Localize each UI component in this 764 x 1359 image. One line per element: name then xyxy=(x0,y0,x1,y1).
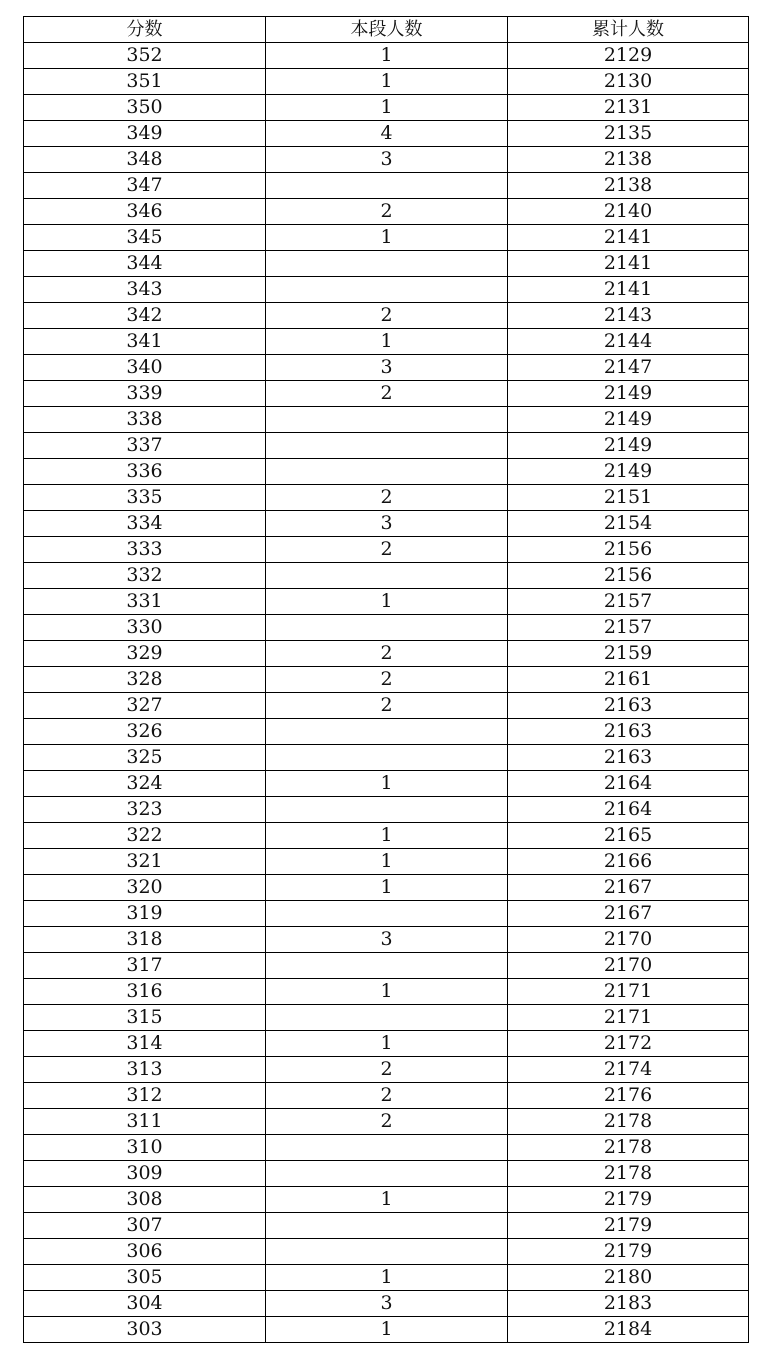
score-distribution-sheet xyxy=(23,16,749,1343)
segment-count-cell xyxy=(266,1239,508,1265)
cumulative-count-cell: 2174 xyxy=(508,1057,749,1083)
cumulative-count-cell: 2129 xyxy=(508,43,749,69)
cumulative-count-cell: 2167 xyxy=(508,901,749,927)
table-row xyxy=(24,459,749,485)
table-row xyxy=(24,1213,749,1239)
table-row xyxy=(24,433,749,459)
segment-count-cell: 2 xyxy=(266,199,508,225)
table-row xyxy=(24,771,749,797)
segment-count-cell: 1 xyxy=(266,1031,508,1057)
table-row xyxy=(24,537,749,563)
table-row xyxy=(24,303,749,329)
table-row xyxy=(24,719,749,745)
table-row xyxy=(24,1135,749,1161)
cumulative-count-cell: 2184 xyxy=(508,1317,749,1343)
score-cell: 330 xyxy=(24,615,266,641)
score-cell: 348 xyxy=(24,147,266,173)
segment-count-cell: 1 xyxy=(266,1317,508,1343)
table-row xyxy=(24,1187,749,1213)
segment-count-cell xyxy=(266,797,508,823)
segment-count-cell: 3 xyxy=(266,355,508,381)
cumulative-count-cell: 2149 xyxy=(508,459,749,485)
table-row xyxy=(24,1031,749,1057)
cumulative-count-cell: 2165 xyxy=(508,823,749,849)
score-cell: 325 xyxy=(24,745,266,771)
score-cell: 352 xyxy=(24,43,266,69)
table-row xyxy=(24,1005,749,1031)
score-cell: 343 xyxy=(24,277,266,303)
table-row xyxy=(24,875,749,901)
table-row xyxy=(24,43,749,69)
score-cell: 314 xyxy=(24,1031,266,1057)
table-row xyxy=(24,953,749,979)
cumulative-count-cell: 2147 xyxy=(508,355,749,381)
cumulative-count-cell: 2163 xyxy=(508,745,749,771)
table-row xyxy=(24,511,749,537)
table-row xyxy=(24,823,749,849)
score-cell: 308 xyxy=(24,1187,266,1213)
table-row xyxy=(24,1291,749,1317)
segment-count-cell: 3 xyxy=(266,511,508,537)
segment-count-cell xyxy=(266,563,508,589)
cumulative-count-cell: 2143 xyxy=(508,303,749,329)
cumulative-count-cell: 2144 xyxy=(508,329,749,355)
table-row xyxy=(24,355,749,381)
cumulative-count-cell: 2179 xyxy=(508,1213,749,1239)
score-cell: 327 xyxy=(24,693,266,719)
cumulative-count-cell: 2180 xyxy=(508,1265,749,1291)
segment-count-cell: 3 xyxy=(266,927,508,953)
header-score: 分数 xyxy=(24,17,266,43)
segment-count-cell xyxy=(266,173,508,199)
cumulative-count-cell: 2179 xyxy=(508,1187,749,1213)
cumulative-count-cell: 2157 xyxy=(508,615,749,641)
segment-count-cell: 1 xyxy=(266,849,508,875)
cumulative-count-cell: 2135 xyxy=(508,121,749,147)
score-cell: 316 xyxy=(24,979,266,1005)
score-cell: 342 xyxy=(24,303,266,329)
segment-count-cell: 1 xyxy=(266,589,508,615)
score-cell: 337 xyxy=(24,433,266,459)
table-row xyxy=(24,589,749,615)
table-row xyxy=(24,277,749,303)
segment-count-cell: 1 xyxy=(266,979,508,1005)
cumulative-count-cell: 2159 xyxy=(508,641,749,667)
score-distribution-table xyxy=(23,16,749,1343)
score-cell: 350 xyxy=(24,95,266,121)
score-cell: 351 xyxy=(24,69,266,95)
cumulative-count-cell: 2178 xyxy=(508,1135,749,1161)
segment-count-cell: 2 xyxy=(266,1109,508,1135)
score-cell: 318 xyxy=(24,927,266,953)
table-row xyxy=(24,251,749,277)
cumulative-count-cell: 2178 xyxy=(508,1161,749,1187)
cumulative-count-cell: 2131 xyxy=(508,95,749,121)
score-cell: 347 xyxy=(24,173,266,199)
table-row xyxy=(24,1083,749,1109)
segment-count-cell xyxy=(266,1005,508,1031)
cumulative-count-cell: 2183 xyxy=(508,1291,749,1317)
cumulative-count-cell: 2164 xyxy=(508,797,749,823)
score-cell: 317 xyxy=(24,953,266,979)
score-cell: 324 xyxy=(24,771,266,797)
cumulative-count-cell: 2149 xyxy=(508,381,749,407)
score-cell: 305 xyxy=(24,1265,266,1291)
cumulative-count-cell: 2141 xyxy=(508,277,749,303)
cumulative-count-cell: 2151 xyxy=(508,485,749,511)
score-cell: 346 xyxy=(24,199,266,225)
score-cell: 304 xyxy=(24,1291,266,1317)
segment-count-cell: 1 xyxy=(266,1187,508,1213)
segment-count-cell xyxy=(266,277,508,303)
segment-count-cell xyxy=(266,719,508,745)
score-cell: 321 xyxy=(24,849,266,875)
segment-count-cell: 1 xyxy=(266,69,508,95)
cumulative-count-cell: 2156 xyxy=(508,563,749,589)
score-cell: 332 xyxy=(24,563,266,589)
segment-count-cell xyxy=(266,953,508,979)
score-cell: 344 xyxy=(24,251,266,277)
segment-count-cell: 4 xyxy=(266,121,508,147)
segment-count-cell xyxy=(266,251,508,277)
table-row xyxy=(24,1265,749,1291)
cumulative-count-cell: 2170 xyxy=(508,927,749,953)
cumulative-count-cell: 2154 xyxy=(508,511,749,537)
table-row xyxy=(24,1057,749,1083)
segment-count-cell xyxy=(266,745,508,771)
score-cell: 319 xyxy=(24,901,266,927)
cumulative-count-cell: 2156 xyxy=(508,537,749,563)
score-cell: 339 xyxy=(24,381,266,407)
table-row xyxy=(24,1317,749,1343)
segment-count-cell: 1 xyxy=(266,225,508,251)
score-cell: 326 xyxy=(24,719,266,745)
segment-count-cell: 1 xyxy=(266,771,508,797)
table-header-row xyxy=(24,17,749,43)
table-row xyxy=(24,979,749,1005)
cumulative-count-cell: 2141 xyxy=(508,225,749,251)
score-cell: 310 xyxy=(24,1135,266,1161)
cumulative-count-cell: 2176 xyxy=(508,1083,749,1109)
score-cell: 338 xyxy=(24,407,266,433)
segment-count-cell xyxy=(266,1161,508,1187)
score-cell: 336 xyxy=(24,459,266,485)
cumulative-count-cell: 2163 xyxy=(508,719,749,745)
table-row xyxy=(24,1239,749,1265)
score-cell: 328 xyxy=(24,667,266,693)
cumulative-count-cell: 2138 xyxy=(508,173,749,199)
cumulative-count-cell: 2157 xyxy=(508,589,749,615)
segment-count-cell: 1 xyxy=(266,43,508,69)
table-row xyxy=(24,563,749,589)
segment-count-cell xyxy=(266,615,508,641)
segment-count-cell: 1 xyxy=(266,95,508,121)
cumulative-count-cell: 2130 xyxy=(508,69,749,95)
cumulative-count-cell: 2163 xyxy=(508,693,749,719)
score-cell: 315 xyxy=(24,1005,266,1031)
table-row xyxy=(24,407,749,433)
cumulative-count-cell: 2161 xyxy=(508,667,749,693)
score-cell: 309 xyxy=(24,1161,266,1187)
score-cell: 334 xyxy=(24,511,266,537)
segment-count-cell xyxy=(266,1135,508,1161)
score-cell: 329 xyxy=(24,641,266,667)
score-cell: 313 xyxy=(24,1057,266,1083)
segment-count-cell: 1 xyxy=(266,823,508,849)
cumulative-count-cell: 2172 xyxy=(508,1031,749,1057)
segment-count-cell: 2 xyxy=(266,1083,508,1109)
score-cell: 311 xyxy=(24,1109,266,1135)
table-row xyxy=(24,69,749,95)
score-cell: 345 xyxy=(24,225,266,251)
segment-count-cell: 2 xyxy=(266,537,508,563)
segment-count-cell: 2 xyxy=(266,1057,508,1083)
table-row xyxy=(24,147,749,173)
segment-count-cell xyxy=(266,407,508,433)
table-row xyxy=(24,199,749,225)
table-row xyxy=(24,745,749,771)
cumulative-count-cell: 2140 xyxy=(508,199,749,225)
score-cell: 335 xyxy=(24,485,266,511)
table-row xyxy=(24,641,749,667)
segment-count-cell xyxy=(266,901,508,927)
segment-count-cell: 1 xyxy=(266,1265,508,1291)
segment-count-cell: 1 xyxy=(266,875,508,901)
score-cell: 340 xyxy=(24,355,266,381)
segment-count-cell: 2 xyxy=(266,641,508,667)
score-cell: 307 xyxy=(24,1213,266,1239)
table-row xyxy=(24,225,749,251)
table-row xyxy=(24,1109,749,1135)
table-row xyxy=(24,797,749,823)
score-cell: 322 xyxy=(24,823,266,849)
segment-count-cell: 3 xyxy=(266,1291,508,1317)
cumulative-count-cell: 2164 xyxy=(508,771,749,797)
score-cell: 306 xyxy=(24,1239,266,1265)
cumulative-count-cell: 2166 xyxy=(508,849,749,875)
table-row xyxy=(24,927,749,953)
table-body xyxy=(24,43,749,1343)
score-cell: 341 xyxy=(24,329,266,355)
table-row xyxy=(24,1161,749,1187)
segment-count-cell xyxy=(266,1213,508,1239)
score-cell: 331 xyxy=(24,589,266,615)
segment-count-cell: 1 xyxy=(266,329,508,355)
cumulative-count-cell: 2171 xyxy=(508,979,749,1005)
table-row xyxy=(24,849,749,875)
score-cell: 312 xyxy=(24,1083,266,1109)
header-segment-count: 本段人数 xyxy=(266,17,508,43)
score-cell: 323 xyxy=(24,797,266,823)
table-row xyxy=(24,485,749,511)
table-row xyxy=(24,329,749,355)
score-cell: 333 xyxy=(24,537,266,563)
table-row xyxy=(24,121,749,147)
segment-count-cell xyxy=(266,459,508,485)
cumulative-count-cell: 2138 xyxy=(508,147,749,173)
cumulative-count-cell: 2179 xyxy=(508,1239,749,1265)
table-row xyxy=(24,901,749,927)
segment-count-cell: 2 xyxy=(266,381,508,407)
cumulative-count-cell: 2167 xyxy=(508,875,749,901)
table-row xyxy=(24,615,749,641)
segment-count-cell: 2 xyxy=(266,667,508,693)
segment-count-cell: 2 xyxy=(266,693,508,719)
table-row xyxy=(24,693,749,719)
header-cumulative-count: 累计人数 xyxy=(508,17,749,43)
segment-count-cell: 3 xyxy=(266,147,508,173)
score-cell: 320 xyxy=(24,875,266,901)
cumulative-count-cell: 2178 xyxy=(508,1109,749,1135)
table-row xyxy=(24,381,749,407)
cumulative-count-cell: 2149 xyxy=(508,407,749,433)
cumulative-count-cell: 2170 xyxy=(508,953,749,979)
score-cell: 349 xyxy=(24,121,266,147)
segment-count-cell: 2 xyxy=(266,303,508,329)
table-row xyxy=(24,667,749,693)
table-row xyxy=(24,95,749,121)
segment-count-cell: 2 xyxy=(266,485,508,511)
cumulative-count-cell: 2171 xyxy=(508,1005,749,1031)
score-cell: 303 xyxy=(24,1317,266,1343)
cumulative-count-cell: 2149 xyxy=(508,433,749,459)
table-row xyxy=(24,173,749,199)
segment-count-cell xyxy=(266,433,508,459)
cumulative-count-cell: 2141 xyxy=(508,251,749,277)
